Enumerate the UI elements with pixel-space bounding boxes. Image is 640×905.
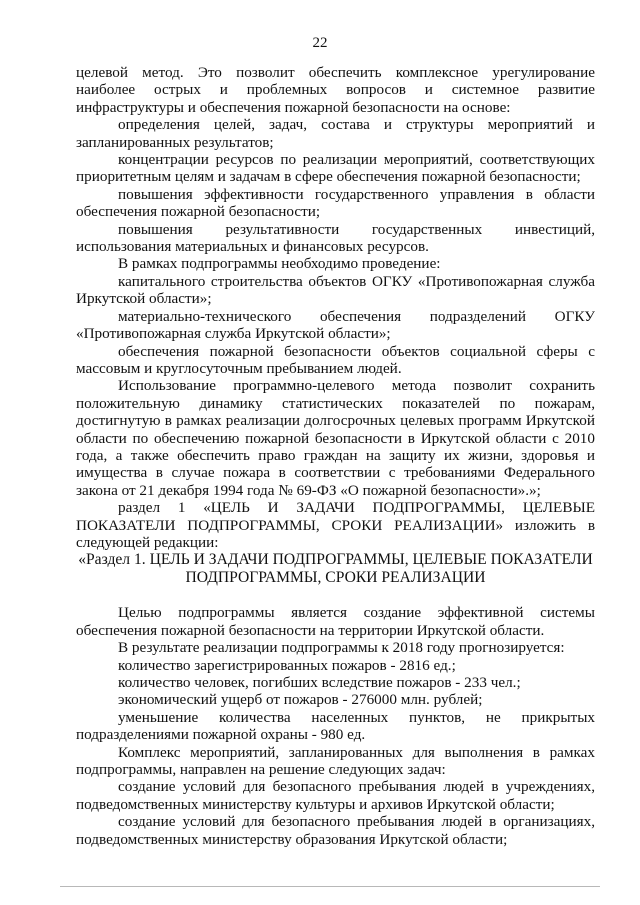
paragraph: Использование программно-целевого метода позволит сохранить положительную динамику статистических показателей по пожарам, достигнутую в рамках реализации долгосрочных целевых программ Иркутской области по обеспечению пожарной безопасности в Иркутской области с 2010 года, а также обеспечить право граждан на защиту их жизни, здоровья и имущества в случае пожара в соответствии с требованиями Федерального закона от 21 декабря 1994 года № 69-ФЗ «О пожарной безопасности».»;: [76, 377, 595, 499]
paragraph: Целью подпрограммы является создание эффективной системы обеспечения пожарной безопасности на территории Иркутской области.: [76, 604, 595, 639]
list-item: уменьшение количества населенных пунктов, не прикрытых подразделениями пожарной охраны - 980 ед.: [76, 708, 595, 744]
list-item: создание условий для безопасного пребывания людей в учреждениях, подведомственных министерству культуры и архивов Иркутской области;: [76, 778, 595, 813]
paragraph: В рамках подпрограммы необходимо проведение:: [118, 255, 441, 273]
paragraph: целевой метод. Это позволит обеспечить комплексное урегулирование наиболее острых и проблемных вопросов и системное развитие инфраструктуры и обеспечения пожарной безопасности на основе:: [76, 64, 595, 116]
paragraph: раздел 1 «ЦЕЛЬ И ЗАДАЧИ ПОДПРОГРАММЫ, ЦЕЛЕВЫЕ ПОКАЗАТЕЛИ ПОДПРОГРАММЫ, СРОКИ РЕАЛИЗАЦИИ» изложить в следующей редакции:: [76, 499, 595, 551]
paragraph: материально-технического обеспечения подразделений ОГКУ «Противопожарная служба Иркутской области»;: [76, 307, 595, 343]
paragraph: повышения эффективности государственного управления в области обеспечения пожарной безопасности;: [76, 185, 595, 221]
paragraph: определения целей, задач, состава и структуры мероприятий и запланированных результатов;: [76, 116, 595, 151]
paragraph: концентрации ресурсов по реализации мероприятий, соответствующих приоритетным целям и задачам в сфере обеспечения пожарной безопасности;: [76, 151, 595, 186]
page-number: 22: [312, 35, 328, 51]
paragraph: Комплекс мероприятий, запланированных для выполнения в рамках подпрограммы, направлен на решение следующих задач:: [76, 743, 595, 779]
paragraph: В результате реализации подпрограммы к 2018 году прогнозируется:: [118, 639, 565, 657]
page-bottom-edge: [60, 886, 600, 887]
list-item: количество зарегистрированных пожаров - 2816 ед.;: [118, 656, 456, 674]
list-item: создание условий для безопасного пребывания людей в организациях, подведомственных министерству образования Иркутской области;: [76, 813, 595, 848]
list-item: количество человек, погибших вследствие пожаров - 233 чел.;: [118, 674, 521, 691]
paragraph: повышения результативности государственных инвестиций, использования материальных и финансовых ресурсов.: [76, 220, 595, 256]
document-body: [76, 64, 595, 848]
list-item: экономический ущерб от пожаров - 276000 млн. рублей;: [118, 691, 483, 709]
section-heading: «Раздел 1. ЦЕЛЬ И ЗАДАЧИ ПОДПРОГРАММЫ, ЦЕЛЕВЫЕ ПОКАЗАТЕЛИ ПОДПРОГРАММЫ, СРОКИ РЕАЛИЗАЦИИ: [78, 551, 593, 587]
paragraph: обеспечения пожарной безопасности объектов социальной сферы с массовым и круглосуточным пребыванием людей.: [76, 342, 595, 377]
paragraph: капитального строительства объектов ОГКУ «Противопожарная служба Иркутской области»;: [76, 272, 595, 308]
spacer: [76, 587, 595, 604]
